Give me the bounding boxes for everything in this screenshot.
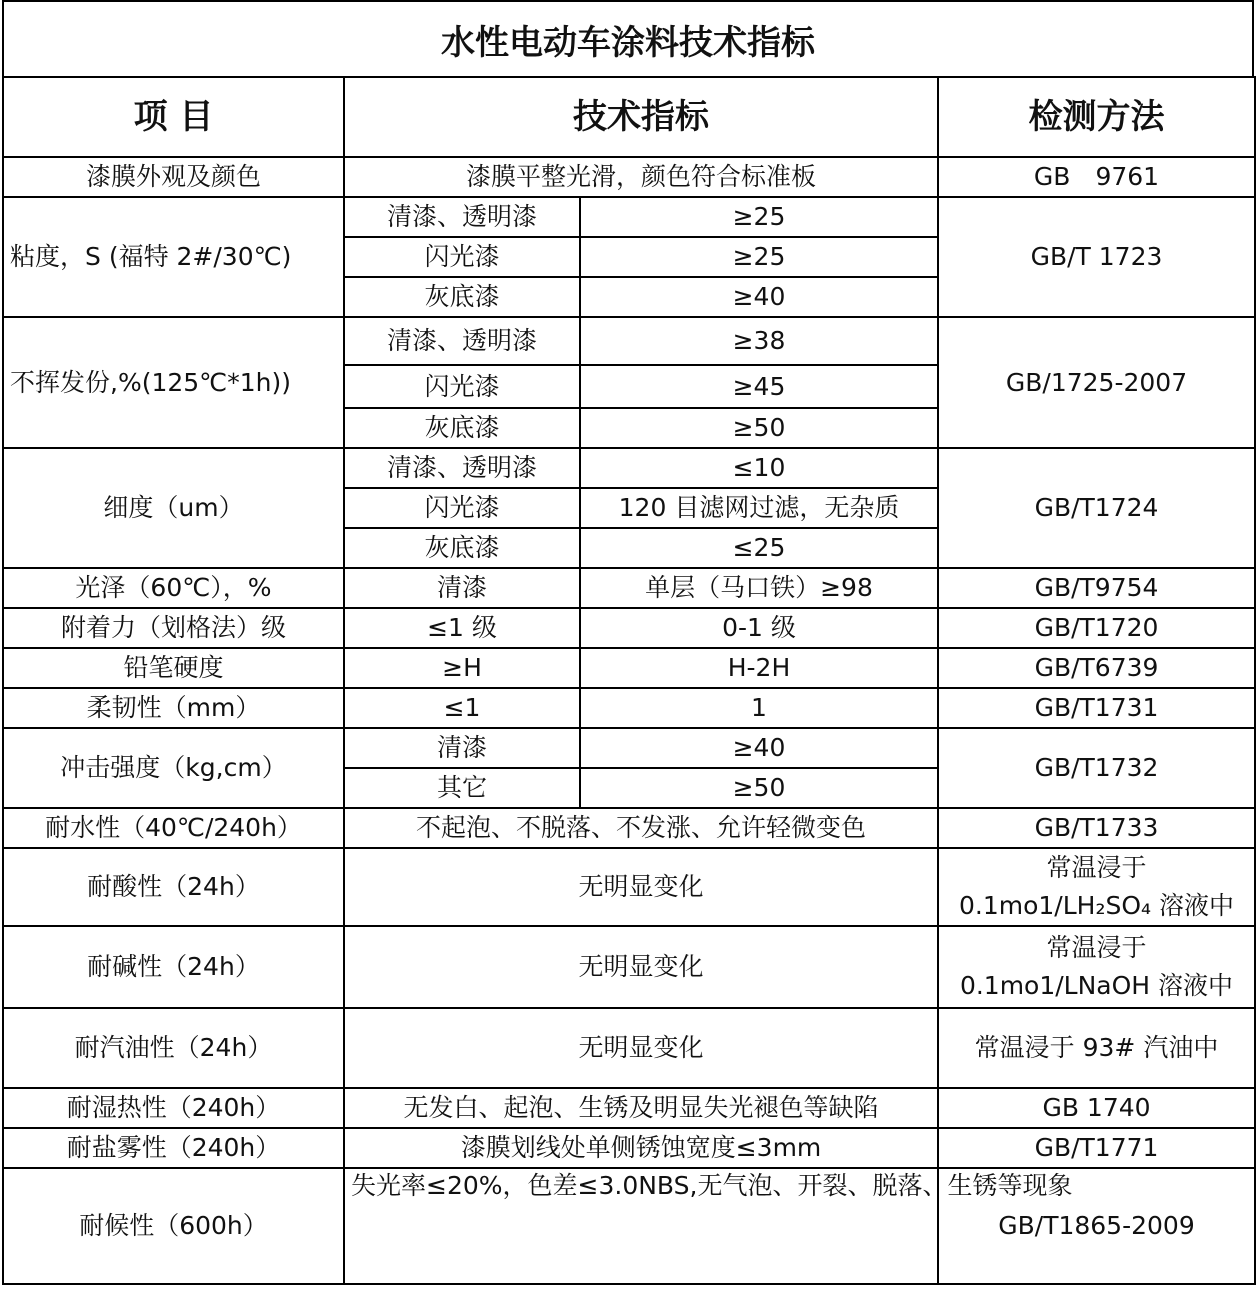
spec-cell: 无明显变化 bbox=[344, 1008, 938, 1088]
type-cell: ≥H bbox=[344, 648, 580, 688]
method-cell: GB/T1865-2009 bbox=[938, 1168, 1255, 1284]
type-cell: 清漆、透明漆 bbox=[344, 197, 580, 237]
type-cell: ≤1 级 bbox=[344, 608, 580, 648]
spec-cell: 无明显变化 bbox=[344, 926, 938, 1008]
table-title: 水性电动车涂料技术指标 bbox=[2, 0, 1254, 78]
value-cell: ≥38 bbox=[580, 317, 938, 365]
item-cell: 耐酸性（24h） bbox=[3, 848, 344, 926]
item-cell: 冲击强度（kg,cm） bbox=[3, 728, 344, 808]
item-cell: 耐汽油性（24h） bbox=[3, 1008, 344, 1088]
method-line: 0.1mo1/LH₂SO₄ 溶液中 bbox=[958, 891, 1234, 920]
type-cell: 灰底漆 bbox=[344, 408, 580, 448]
type-cell: 清漆 bbox=[344, 568, 580, 608]
spec-cell: 漆膜划线处单侧锈蚀宽度≤3mm bbox=[344, 1128, 938, 1168]
item-cell: 耐湿热性（240h） bbox=[3, 1088, 344, 1128]
spec-cell: 无明显变化 bbox=[344, 848, 938, 926]
method-line: 常温浸于 bbox=[1046, 933, 1147, 962]
header-row bbox=[3, 77, 1255, 157]
header-item: 项 目 bbox=[3, 77, 344, 157]
table-row bbox=[3, 448, 1255, 488]
item-cell: 不挥发份,%(125℃*1h)) bbox=[3, 317, 344, 448]
method-line: 常温浸于 bbox=[1046, 853, 1147, 882]
table-row bbox=[3, 688, 1255, 728]
item-cell: 耐碱性（24h） bbox=[3, 926, 344, 1008]
spec-cell: 漆膜平整光滑，颜色符合标准板 bbox=[344, 157, 938, 197]
table-row bbox=[3, 317, 1255, 365]
item-cell: 附着力（划格法）级 bbox=[3, 608, 344, 648]
value-cell: 120 目滤网过滤，无杂质 bbox=[580, 488, 938, 528]
method-cell: 常温浸于 93# 汽油中 bbox=[938, 1008, 1255, 1088]
type-cell: ≤1 bbox=[344, 688, 580, 728]
table-row bbox=[3, 926, 1255, 1008]
method-cell: GB/T6739 bbox=[938, 648, 1255, 688]
value-cell: ≥25 bbox=[580, 237, 938, 277]
table-row bbox=[3, 1088, 1255, 1128]
type-cell: 闪光漆 bbox=[344, 488, 580, 528]
item-cell: 光泽（60℃），% bbox=[3, 568, 344, 608]
value-cell: 单层（马口铁）≥98 bbox=[580, 568, 938, 608]
table-row bbox=[3, 1128, 1255, 1168]
value-cell: ≥50 bbox=[580, 408, 938, 448]
header-method: 检测方法 bbox=[938, 77, 1255, 157]
item-cell: 耐盐雾性（240h） bbox=[3, 1128, 344, 1168]
method-cell: GB/T1720 bbox=[938, 608, 1255, 648]
item-cell: 耐水性（40℃/240h） bbox=[3, 808, 344, 848]
table-row bbox=[3, 608, 1255, 648]
method-cell: GB/T1732 bbox=[938, 728, 1255, 808]
value-cell: ≥40 bbox=[580, 728, 938, 768]
item-cell: 漆膜外观及颜色 bbox=[3, 157, 344, 197]
type-cell: 灰底漆 bbox=[344, 528, 580, 568]
table-row bbox=[3, 648, 1255, 688]
item-cell: 耐候性（600h） bbox=[3, 1168, 344, 1284]
spec-cell: 失光率≤20%，色差≤3.0NBS,无气泡、开裂、脱落、生锈等现象 bbox=[344, 1168, 938, 1284]
value-cell: ≤10 bbox=[580, 448, 938, 488]
spec-table bbox=[2, 76, 1256, 1285]
value-cell: H-2H bbox=[580, 648, 938, 688]
type-cell: 其它 bbox=[344, 768, 580, 808]
type-cell: 灰底漆 bbox=[344, 277, 580, 317]
value-cell: 0-1 级 bbox=[580, 608, 938, 648]
spec-sheet bbox=[2, 0, 1254, 1285]
value-cell: ≥25 bbox=[580, 197, 938, 237]
item-cell: 铅笔硬度 bbox=[3, 648, 344, 688]
table-row bbox=[3, 728, 1255, 768]
table-row bbox=[3, 157, 1255, 197]
type-cell: 闪光漆 bbox=[344, 237, 580, 277]
table-row bbox=[3, 1008, 1255, 1088]
spec-cell: 无发白、起泡、生锈及明显失光褪色等缺陷 bbox=[344, 1088, 938, 1128]
method-cell: GB/T1724 bbox=[938, 448, 1255, 568]
value-cell: ≥45 bbox=[580, 365, 938, 408]
method-cell: GB 1740 bbox=[938, 1088, 1255, 1128]
item-cell: 细度（um） bbox=[3, 448, 344, 568]
method-cell: GB/T1771 bbox=[938, 1128, 1255, 1168]
method-line: 0.1mo1/LNaOH 溶液中 bbox=[959, 971, 1234, 1000]
header-spec: 技术指标 bbox=[344, 77, 938, 157]
value-cell: ≥40 bbox=[580, 277, 938, 317]
method-cell: GB/T9754 bbox=[938, 568, 1255, 608]
value-cell: ≥50 bbox=[580, 768, 938, 808]
type-cell: 清漆、透明漆 bbox=[344, 317, 580, 365]
value-cell: 1 bbox=[580, 688, 938, 728]
method-cell bbox=[938, 848, 1255, 926]
spec-cell: 不起泡、不脱落、不发涨、允许轻微变色 bbox=[344, 808, 938, 848]
table-row bbox=[3, 808, 1255, 848]
table-row bbox=[3, 1168, 1255, 1284]
type-cell: 清漆、透明漆 bbox=[344, 448, 580, 488]
item-cell: 粘度，S (福特 2#/30℃) bbox=[3, 197, 344, 317]
type-cell: 清漆 bbox=[344, 728, 580, 768]
type-cell: 闪光漆 bbox=[344, 365, 580, 408]
method-cell: GB/T1733 bbox=[938, 808, 1255, 848]
table-row bbox=[3, 568, 1255, 608]
table-row bbox=[3, 197, 1255, 237]
table-row bbox=[3, 848, 1255, 926]
value-cell: ≤25 bbox=[580, 528, 938, 568]
method-cell bbox=[938, 926, 1255, 1008]
method-cell: GB 9761 bbox=[938, 157, 1255, 197]
method-cell: GB/1725-2007 bbox=[938, 317, 1255, 448]
item-cell: 柔韧性（mm） bbox=[3, 688, 344, 728]
method-cell: GB/T1731 bbox=[938, 688, 1255, 728]
method-cell: GB/T 1723 bbox=[938, 197, 1255, 317]
